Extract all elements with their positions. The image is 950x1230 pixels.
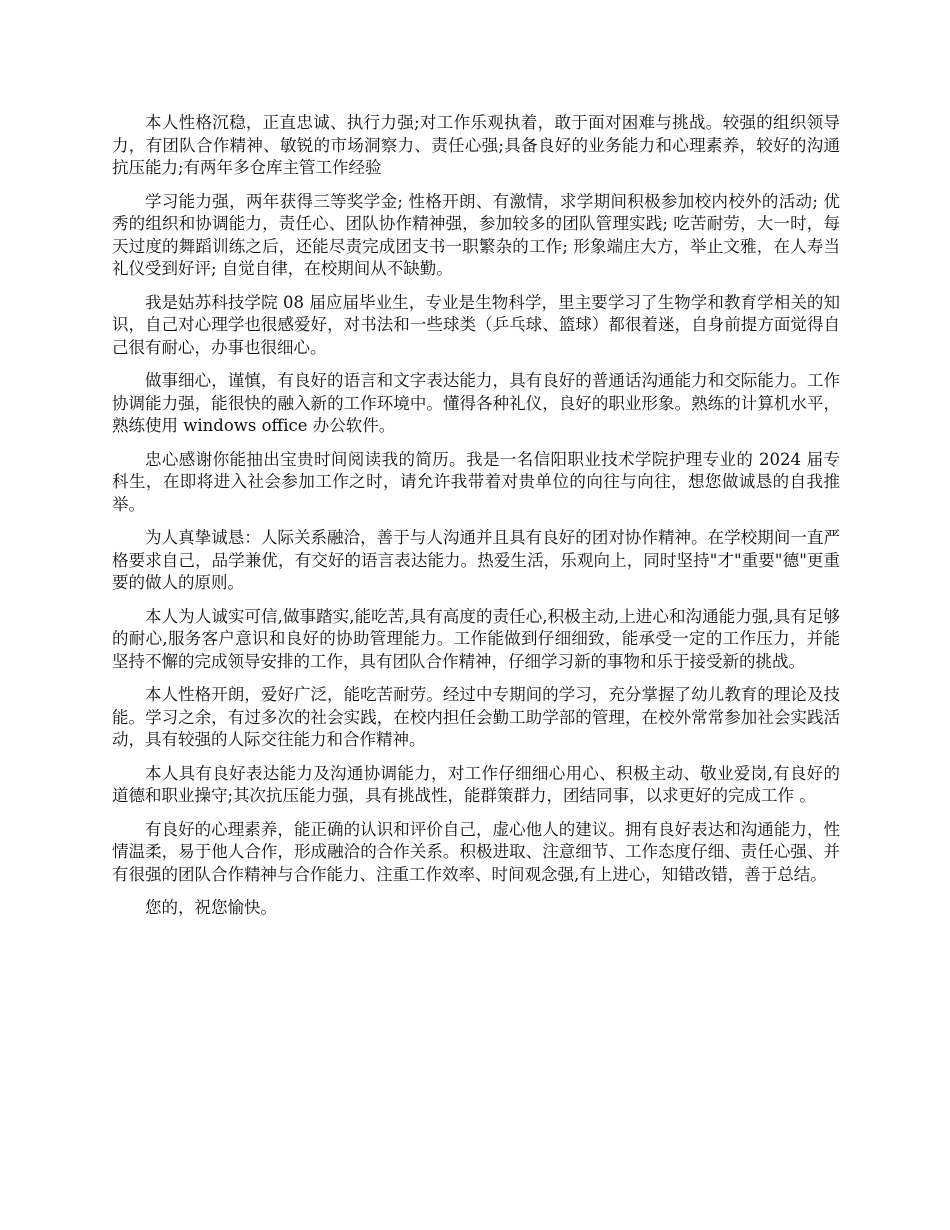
paragraph-5: 忠心感谢你能抽出宝贵时间阅读我的简历。我是一名信阳职业技术学院护理专业的 2024 届专科生，在即将进入社会参加工作之时，请允许我带着对贵单位的向往与向往，想您做诚恳的自我推举。 bbox=[112, 449, 840, 514]
paragraph-7: 本人为人诚实可信,做事踏实,能吃苦,具有高度的责任心,积极主动,上进心和沟通能力强,具有足够的耐心,服务客户意识和良好的协助管理能力。工作能做到仔细细致，能承受一定的工作压力，并能坚持不懈的完成领导安排的工作，具有团队合作精神，仔细学习新的事物和乐于接受新的挑战。 bbox=[112, 606, 840, 671]
paragraph-4: 做事细心，谨慎，有良好的语言和文字表达能力，具有良好的普通话沟通能力和交际能力。工作协调能力强，能很快的融入新的工作环境中。懂得各种礼仪，良好的职业形象。熟练的计算机水平，熟练使用 windows office 办公软件。 bbox=[112, 371, 840, 435]
paragraph-8: 本人性格开朗，爱好广泛，能吃苦耐劳。经过中专期间的学习，充分掌握了幼儿教育的理论及技能。学习之余，有过多次的社会实践，在校内担任会勤工助学部的管理，在校外常常参加社会实践活动，具有较强的人际交往能力和合作精神。 bbox=[112, 685, 840, 749]
paragraph-1: 本人性格沉稳，正直忠诚、执行力强;对工作乐观执着，敢于面对困难与挑战。较强的组织领导力，有团队合作精神、敏锐的市场洞察力、责任心强;具备良好的业务能力和心理素养，较好的沟通抗压能力;有两年多仓库主管工作经验 bbox=[112, 113, 840, 177]
document-body bbox=[112, 112, 840, 931]
paragraph-10: 有良好的心理素养，能正确的认识和评价自己，虚心他人的建议。拥有良好表达和沟通能力，性情温柔，易于他人合作，形成融洽的合作关系。积极进取、注意细节、工作态度仔细、责任心强、并有很强的团队合作精神与合作能力、注重工作效率、时间观念强,有上进心，知错改错，善于总结。 bbox=[112, 819, 840, 884]
paragraph-11: 您的，祝您愉快。 bbox=[145, 898, 277, 917]
paragraph-6: 为人真挚诚恳：人际关系融洽，善于与人沟通并且具有良好的团对协作精神。在学校期间一直严格要求自己，品学兼优，有交好的语言表达能力。热爱生活，乐观向上，同时坚持"才"重要"德"更重要的做人的原则。 bbox=[112, 528, 840, 592]
paragraph-9: 本人具有良好表达能力及沟通协调能力，对工作仔细细心用心、积极主动、敬业爱岗,有良好的道德和职业操守;其次抗压能力强，具有挑战性，能群策群力，团结同事，以求更好的完成工作 。 bbox=[112, 763, 840, 805]
paragraph-2: 学习能力强，两年获得三等奖学金; 性格开朗、有激情，求学期间积极参加校内校外的活动; 优秀的组织和协调能力，责任心、团队协作精神强，参加较多的团队管理实践; 吃苦耐劳，大一时，每天过度的舞蹈训练之后，还能尽责完成团支书一职繁杂的工作; 形象端庄大方，举止文雅，在人寿当礼仪受到好评; 自觉自律，在校期间从不缺勤。 bbox=[112, 191, 840, 278]
paragraph-3: 我是姑苏科技学院 08 届应届毕业生，专业是生物科学，里主要学习了生物学和教育学相关的知识，自己对心理学也很感爱好，对书法和一些球类（乒乓球、篮球）都很着迷，自身前提方面觉得自己很有耐心，办事也很细心。 bbox=[112, 292, 840, 357]
